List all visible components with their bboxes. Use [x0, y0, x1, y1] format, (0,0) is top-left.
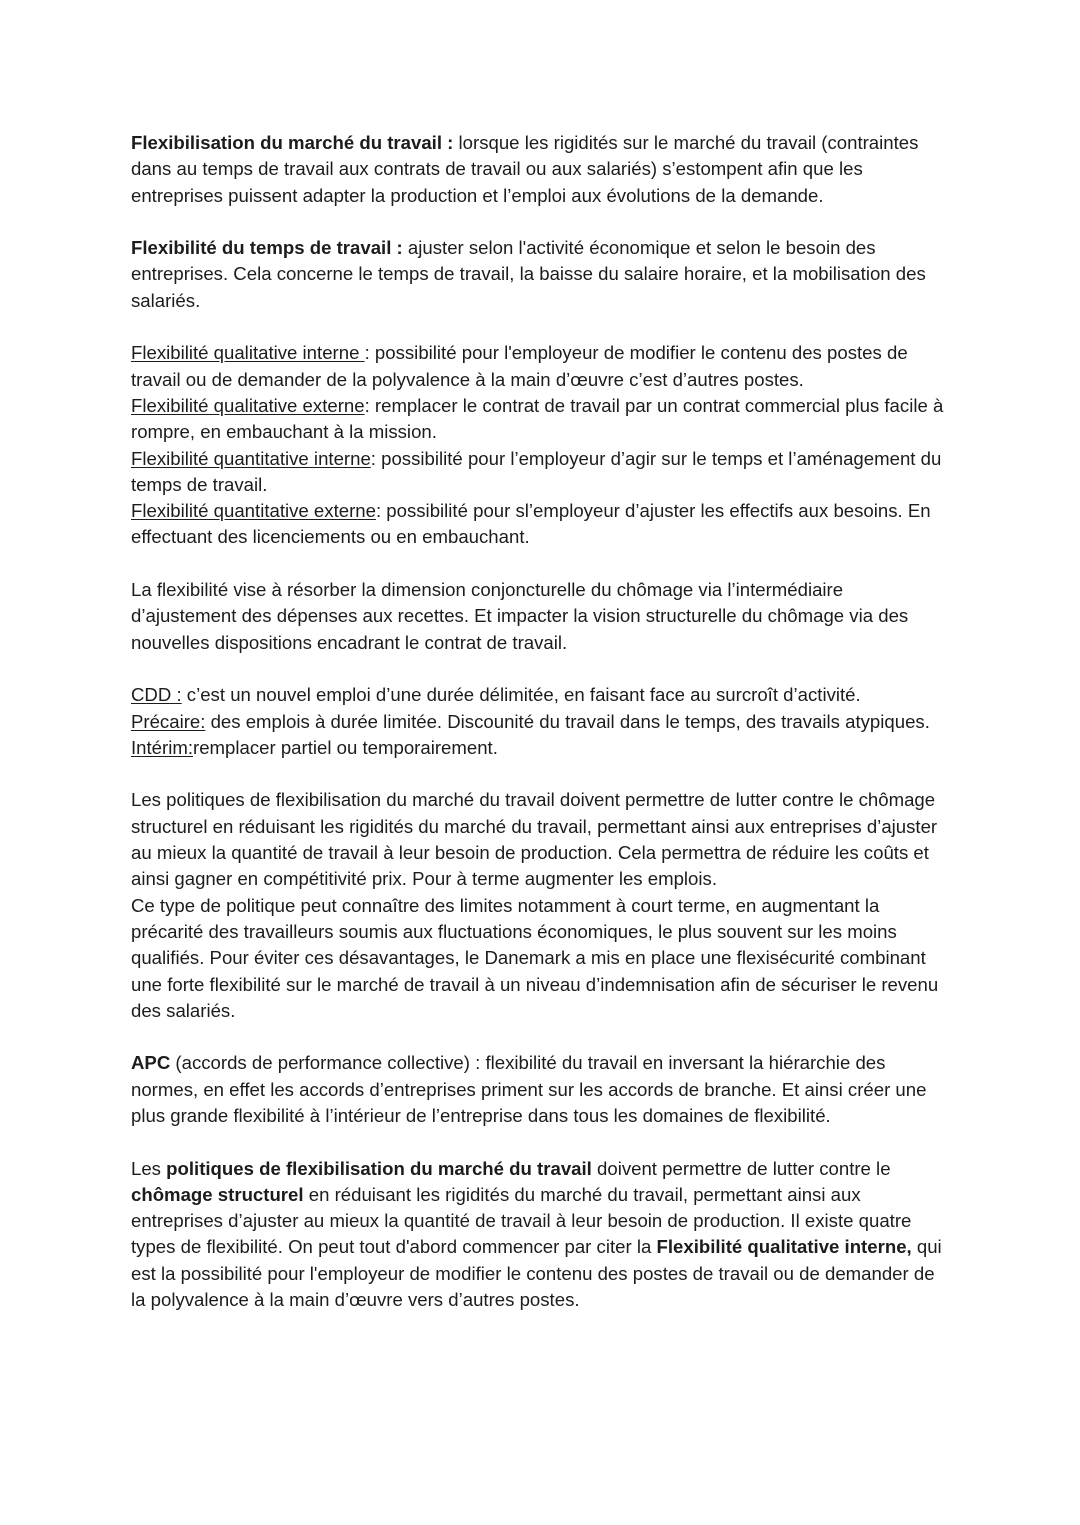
document-page [131, 130, 951, 1313]
paragraph-gap [131, 1024, 951, 1050]
paragraph-gap [131, 209, 951, 235]
definition-quantitative-interne [131, 446, 951, 499]
paragraph-gap [131, 314, 951, 340]
term-quantitative-interne: Flexibilité quantitative interne [131, 447, 371, 469]
definition-precaire [131, 709, 951, 735]
paragraph-gap [131, 761, 951, 787]
paragraph-chomage-conjoncturel: La flexibilité vise à résorber la dimension conjoncturelle du chômage via l’intermédiaire d’ajustement des dépenses aux recettes. Et impacter la vision structurelle du chômage via des nouvelles dispositions encadrant le contrat de travail. [131, 579, 909, 653]
text-run: en réduisant les rigidités du marché du travail, permettant ainsi aux entreprises d’ajuster au mieux la quantité de travail à leur besoin de production. Il existe quatre types de flexibilité. On peut tout d'abord commencer par citer la [131, 1183, 912, 1258]
definition-text: remplacer partiel ou temporairement. [193, 736, 498, 758]
paragraph-politiques: Les politiques de flexibilisation du marché du travail doivent permettre de lutter contre le chômage structurel en réduisant les rigidités du marché du travail, permettant ainsi aux entreprises d’ajuster au mieux la quantité de travail à leur besoin de production. Cela permettra de réduire les coûts et ainsi gagner en compétitivité prix. Pour à terme augmenter les emplois. [131, 789, 938, 890]
definition-text: : remplacer le contrat de travail par un contrat commercial plus facile à rompre, en embauchant à la mission. [131, 394, 944, 443]
text-run: doivent permettre de lutter contre le [591, 1157, 891, 1179]
bold-politiques: politiques de flexibilisation du marché du travail [166, 1157, 592, 1179]
text-run: Les [131, 1157, 167, 1179]
paragraph-synthese [131, 1156, 951, 1314]
paragraph-temps-de-travail [131, 235, 951, 314]
term-apc: APC [131, 1052, 171, 1074]
definition-text: lorsque les rigidités sur le marché du travail (contraintes dans au temps de travail aux contrats de travail ou aux salariés) s’estompent afin que les entreprises puissent adapter la production et l’emploi aux évolutions de la demande. [131, 132, 919, 206]
term-precaire: Précaire: [131, 710, 206, 732]
definition-text: (accords de performance collective) : flexibilité du travail en inversant la hiérarchie des normes, en effet les accords d’entreprises priment sur les accords de branche. Et ainsi créer une plus grande flexibilité à l’intérieur de l’entreprise dans tous les domaines de flexibilité. [131, 1052, 927, 1126]
definition-qualitative-externe [131, 393, 951, 446]
paragraph-flexibilisation [131, 130, 951, 209]
paragraph-limites: Ce type de politique peut connaître des limites notamment à court terme, en augmentant la précarité des travailleurs soumis aux fluctuations économiques, le plus souvent sur les moins qualifiés. Pour éviter ces désavantages, le Danemark a mis en place une flexisécurité combinant une forte flexibilité sur le marché de travail à un niveau d’indemnisation afin de sécuriser le revenu des salariés. [131, 894, 939, 1021]
paragraph-gap [131, 656, 951, 682]
paragraph-gap [131, 1129, 951, 1155]
term-interim: Intérim: [131, 736, 193, 758]
definition-text: : possibilité pour l’employeur d’agir sur le temps et l’aménagement du temps de travail. [131, 447, 942, 495]
term-qualitative-interne: Flexibilité qualitative interne [131, 342, 365, 364]
definition-text: c’est un nouvel emploi d’une durée délimitée, en faisant face au surcroît d’activité. [181, 684, 861, 706]
term-cdd: CDD : [131, 684, 182, 706]
paragraph-gap [131, 551, 951, 577]
term-qualitative-externe: Flexibilité qualitative externe [131, 394, 365, 416]
text-run: qui est la possibilité pour l'employeur de modifier le contenu des postes de travail ou de demander de la polyvalence à la main d’œuvre vers d’autres postes. [131, 1236, 942, 1311]
bold-flexibilite-qualitative-interne: Flexibilité qualitative interne, [656, 1236, 912, 1258]
definition-text: des emplois à durée limitée. Discounité du travail dans le temps, des travails atypiques. [205, 710, 930, 732]
term-temps-de-travail: Flexibilité du temps de travail : [131, 237, 403, 259]
definition-text: : possibilité pour sl’employeur d’ajuster les effectifs aux besoins. En effectuant des licenciements ou en embauchant. [131, 500, 931, 548]
definition-quantitative-externe [131, 498, 951, 551]
definition-text: ajuster selon l'activité économique et selon le besoin des entreprises. Cela concerne le temps de travail, la baisse du salaire horaire, et la mobilisation des salariés. [131, 237, 926, 311]
definition-qualitative-interne [131, 340, 951, 393]
paragraph-apc [131, 1050, 951, 1129]
term-flexibilisation: Flexibilisation du marché du travail : [131, 132, 454, 153]
definition-interim [131, 735, 951, 761]
definition-cdd [131, 682, 951, 708]
definition-text: : possibilité pour l'employeur de modifier le contenu des postes de travail ou de demander de la polyvalence à la main d’œuvre c’est d’autres postes. [131, 342, 908, 390]
term-quantitative-externe: Flexibilité quantitative externe [131, 500, 376, 522]
bold-chomage-structurel: chômage structurel [131, 1183, 304, 1205]
